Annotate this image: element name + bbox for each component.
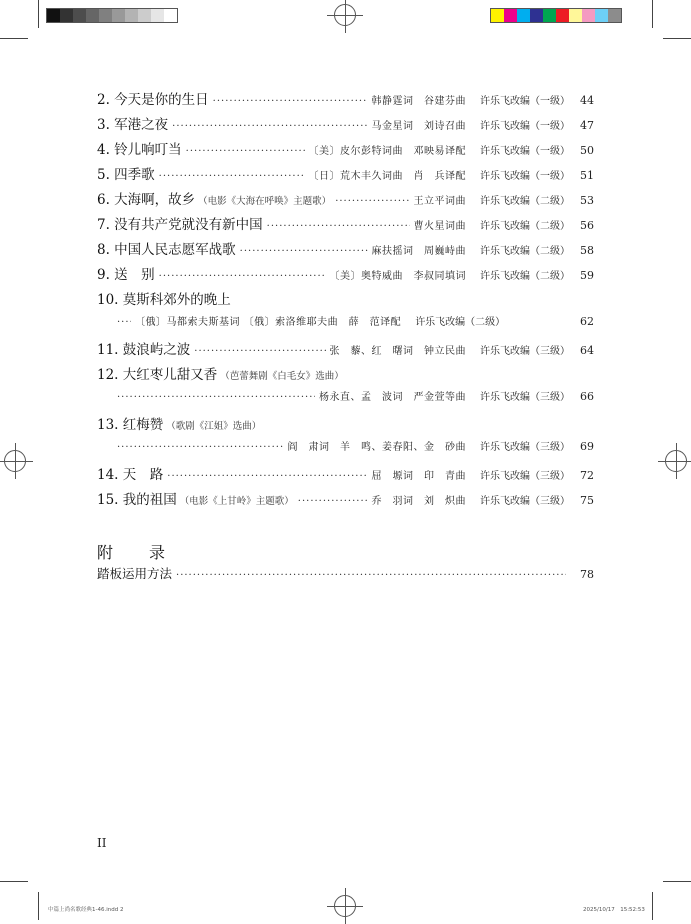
color-swatch [608, 9, 621, 22]
leader-dots [335, 196, 409, 207]
toc-entry[interactable] [97, 238, 594, 263]
toc-arranger: 许乐飞改编（一级） [480, 96, 570, 107]
leader-dots [159, 271, 326, 282]
crop-mark [0, 881, 28, 882]
color-swatch [125, 9, 138, 22]
crop-mark [663, 881, 691, 882]
grayscale-bar [46, 8, 178, 23]
color-swatch [582, 9, 595, 22]
page-folio: II [97, 836, 107, 850]
appendix-entry[interactable] [97, 564, 594, 589]
toc-entry[interactable] [97, 163, 594, 188]
crop-mark [0, 38, 28, 39]
toc-title: 11. 鼓浪屿之波 [97, 342, 191, 358]
toc-credit: 麻扶摇词 周巍峙曲 [371, 246, 466, 257]
color-swatch [569, 9, 582, 22]
leader-dots [117, 442, 284, 453]
toc-credit: 乔 羽词 刘 炽曲 [371, 496, 466, 507]
color-swatch [517, 9, 530, 22]
toc-arranger: 许乐飞改编（一级） [480, 121, 570, 132]
color-swatch [543, 9, 556, 22]
toc-entry[interactable] [97, 188, 594, 213]
leader-dots [167, 471, 367, 482]
toc-page: 64 [580, 344, 594, 357]
color-swatch [491, 9, 504, 22]
registration-mark-right [665, 450, 687, 472]
toc-title: 13. 红梅赞 [97, 417, 164, 433]
toc-entry[interactable] [97, 113, 594, 138]
leader-dots [159, 171, 305, 182]
toc-entry[interactable] [97, 413, 594, 438]
leader-dots [267, 221, 410, 232]
toc-credit: 张 藜、红 曙词 钟立民曲 [329, 346, 466, 357]
crop-mark [652, 0, 653, 28]
appendix-heading: 附 录 [97, 543, 176, 562]
color-swatch [73, 9, 86, 22]
crop-mark [38, 0, 39, 28]
toc-page: 44 [580, 94, 594, 107]
crop-mark [663, 38, 691, 39]
toc-arranger: 许乐飞改编（二级） [480, 221, 570, 232]
toc-page: 75 [580, 494, 594, 507]
toc-page: 50 [580, 144, 594, 157]
toc-title: 15. 我的祖国 [97, 492, 177, 508]
color-swatch [595, 9, 608, 22]
toc-arranger: 许乐飞改编（三级） [480, 471, 570, 482]
toc-title: 2. 今天是你的生日 [97, 92, 209, 108]
toc-entry[interactable] [97, 213, 594, 238]
toc-credit: 〔美〕皮尔彭特词曲 邓映易译配 [308, 146, 466, 157]
toc-title: 7. 没有共产党就没有新中国 [97, 217, 263, 233]
toc-entry[interactable] [97, 488, 594, 513]
color-swatch [86, 9, 99, 22]
toc-arranger: 许乐飞改编（二级） [480, 271, 570, 282]
toc-title: 12. 大红枣儿甜又香 [97, 367, 218, 383]
leader-dots [194, 346, 325, 357]
color-swatch [47, 9, 60, 22]
table-of-contents [97, 88, 594, 513]
toc-entry[interactable] [97, 263, 594, 288]
toc-entry-continuation[interactable] [97, 313, 594, 338]
color-swatch [164, 9, 177, 22]
leader-dots [240, 246, 368, 257]
toc-title: 6. 大海啊，故乡 [97, 192, 196, 208]
toc-entry[interactable] [97, 138, 594, 163]
toc-subtitle: （电影《大海在呼唤》主题歌） [198, 196, 332, 207]
color-swatch [99, 9, 112, 22]
print-slug-timestamp: 2025/10/17 15:52:53 [583, 907, 645, 913]
toc-entry[interactable] [97, 88, 594, 113]
appendix-page: 78 [580, 568, 594, 581]
leader-dots [186, 146, 305, 157]
toc-page: 53 [580, 194, 594, 207]
toc-entry[interactable] [97, 288, 594, 313]
toc-arranger: 许乐飞改编（三级） [480, 392, 570, 403]
leader-dots [117, 317, 131, 328]
toc-entry-continuation[interactable] [97, 388, 594, 413]
toc-title: 10. 莫斯科郊外的晚上 [97, 292, 231, 308]
color-swatch [530, 9, 543, 22]
toc-arranger: 许乐飞改编（三级） [480, 346, 570, 357]
toc-entry[interactable] [97, 463, 594, 488]
leader-dots [176, 570, 566, 581]
toc-subtitle: （歌剧《江姐》选曲） [166, 421, 262, 432]
color-swatch [556, 9, 569, 22]
toc-title: 9. 送 别 [97, 267, 155, 283]
toc-credit: 王立平词曲 [413, 196, 466, 207]
leader-dots [298, 496, 368, 507]
toc-entry-continuation[interactable] [97, 438, 594, 463]
registration-mark-left [4, 450, 26, 472]
crop-mark [38, 892, 39, 920]
toc-credit: 〔俄〕马都索夫斯基词 〔俄〕索洛维耶夫曲 薛 范译配 [135, 317, 402, 328]
leader-dots [117, 392, 315, 403]
print-slug-filename: 中篇上尚名歌经典1-46.indd 2 [48, 907, 124, 913]
color-swatch [151, 9, 164, 22]
toc-credit: 〔日〕荒木丰久词曲 肖 兵译配 [308, 171, 466, 182]
color-swatch [504, 9, 517, 22]
toc-title: 8. 中国人民志愿军战歌 [97, 242, 236, 258]
toc-subtitle: （电影《上甘岭》主题歌） [179, 496, 294, 507]
registration-mark-bottom [334, 895, 356, 917]
crop-mark [652, 892, 653, 920]
color-swatch [60, 9, 73, 22]
registration-mark-top [334, 4, 356, 26]
toc-arranger: 许乐飞改编（一级） [480, 146, 570, 157]
toc-arranger: 许乐飞改编（三级） [480, 442, 570, 453]
toc-page: 62 [580, 315, 594, 328]
toc-page: 66 [580, 390, 594, 403]
toc-entry[interactable] [97, 363, 594, 388]
color-swatch [112, 9, 125, 22]
color-swatch [138, 9, 151, 22]
leader-dots [172, 121, 367, 132]
toc-page: 69 [580, 440, 594, 453]
toc-page: 47 [580, 119, 594, 132]
leader-dots [213, 96, 368, 107]
toc-arranger: 许乐飞改编（三级） [480, 496, 570, 507]
toc-credit: 杨永直、孟 波词 严金萱等曲 [319, 392, 466, 403]
toc-arranger: 许乐飞改编（一级） [480, 171, 570, 182]
toc-entry[interactable] [97, 338, 594, 363]
toc-arranger: 许乐飞改编（二级） [480, 246, 570, 257]
toc-credit: 屈 塬词 印 青曲 [371, 471, 466, 482]
toc-credit: 阎 肃词 羊 鸣、姜春阳、金 砂曲 [287, 442, 466, 453]
toc-title: 3. 军港之夜 [97, 117, 169, 133]
toc-arranger: 许乐飞改编（二级） [415, 317, 506, 328]
toc-subtitle: （芭蕾舞剧《白毛女》选曲） [220, 371, 344, 382]
toc-credit: 〔美〕奥特威曲 李叔同填词 [329, 271, 466, 282]
toc-page: 59 [580, 269, 594, 282]
toc-credit: 曹火星词曲 [413, 221, 466, 232]
appendix-item: 踏板运用方法 [97, 566, 173, 581]
toc-title: 14. 天 路 [97, 467, 164, 483]
toc-page: 58 [580, 244, 594, 257]
toc-page: 51 [580, 169, 594, 182]
toc-credit: 韩静霆词 谷建芬曲 [371, 96, 466, 107]
toc-page: 72 [580, 469, 594, 482]
toc-title: 5. 四季歌 [97, 167, 155, 183]
toc-page: 56 [580, 219, 594, 232]
color-bar [490, 8, 622, 23]
toc-title: 4. 铃儿响叮当 [97, 142, 182, 158]
toc-credit: 马金星词 刘诗召曲 [371, 121, 466, 132]
toc-arranger: 许乐飞改编（二级） [480, 196, 570, 207]
